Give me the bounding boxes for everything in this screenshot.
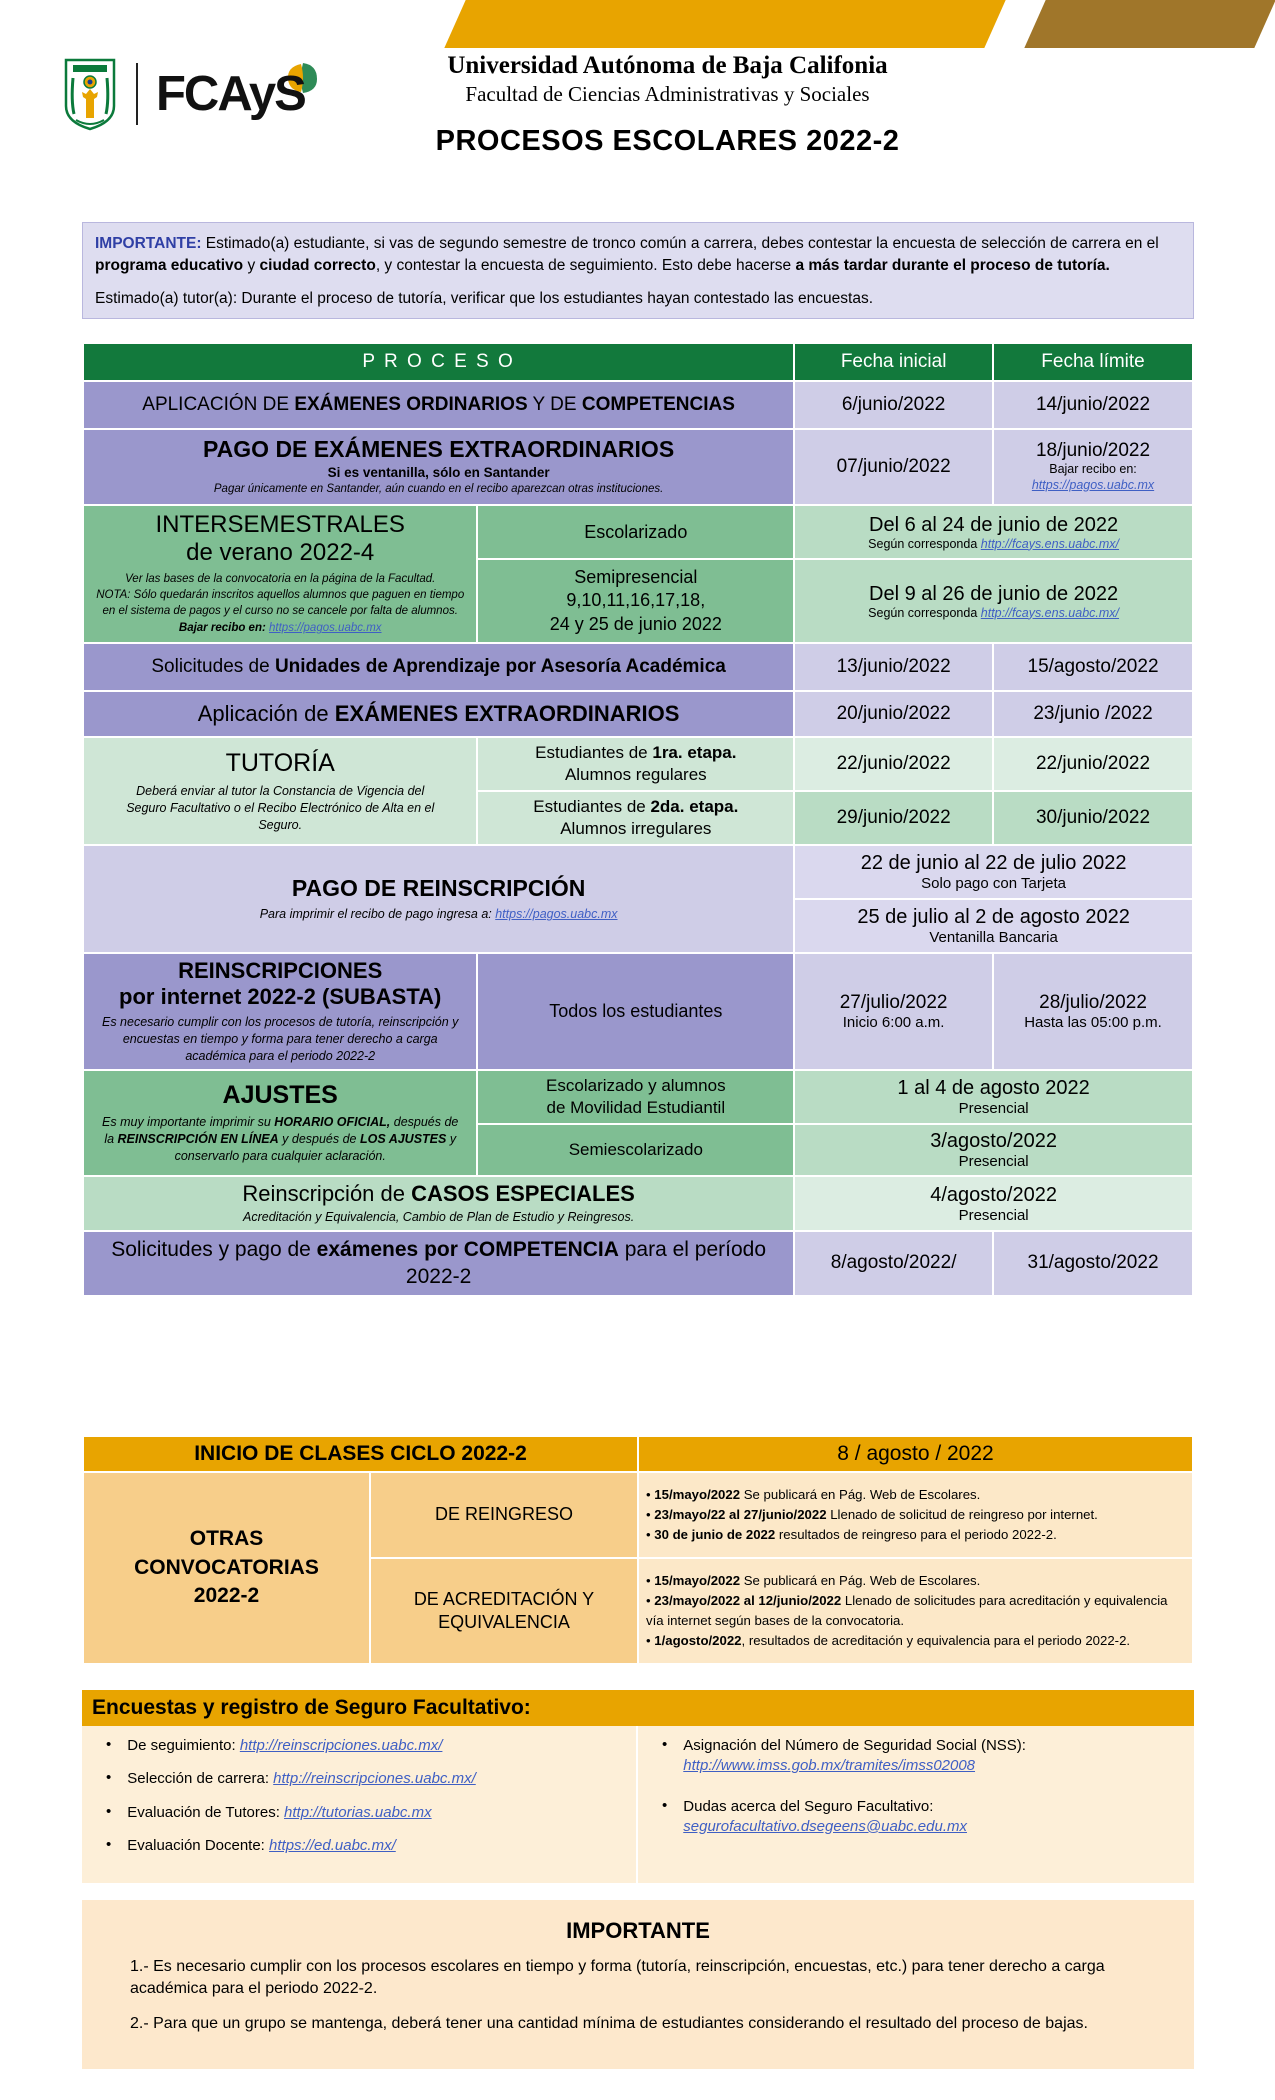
reingreso-0-rest: Se publicará en Pág. Web de Escolares.	[740, 1486, 981, 1502]
inicio-clases-row	[84, 1437, 1192, 1471]
reingreso-2-bold: 30 de junio de 2022	[654, 1527, 776, 1543]
row-pago-reinscripcion	[84, 846, 793, 952]
notice-p1-d: ciudad correcto	[259, 257, 376, 274]
bullet-icon: •	[106, 1802, 112, 1820]
fcays-logo-text: FCAyS	[156, 66, 305, 121]
table-row	[84, 738, 1192, 790]
list-item: • 15/mayo/2022 Se publicará en Pág. Web de Escolares.	[646, 1573, 981, 1589]
enc-right-0-link[interactable]: http://www.imss.gob.mx/tramites/imss02008	[683, 1757, 976, 1775]
r9-note-b: HORARIO OFICIAL,	[274, 1115, 391, 1130]
r7-date-b-sub: Ventanilla Bancaria	[929, 929, 1058, 947]
r6-note: Deberá enviar al tutor la Constancia de Vigencia del Seguro Facultativo o el Recibo Electrónico de Alta en el Seguro.	[126, 783, 435, 832]
row-pago-extraordinarios	[84, 430, 793, 504]
enc-right-1-label: Dudas acerca del Seguro Facultativo:	[683, 1797, 934, 1815]
r2-fecha-limite-cell	[994, 430, 1192, 504]
r3-date-a-cell	[795, 506, 1192, 558]
r6-title: TUTORÍA	[225, 748, 335, 777]
r6-b-limite: 30/junio/2022	[994, 792, 1192, 844]
r3-date-a: Del 6 al 24 de junio de 2022	[869, 513, 1119, 536]
r4-a: Solicitudes de	[151, 656, 275, 677]
row-intersemestrales-title	[84, 506, 476, 642]
table-header-row	[84, 344, 1192, 380]
r6-sub-b-l1-b: 2da. etapa.	[650, 797, 739, 817]
enc-left-1-label: Selección de carrera:	[127, 1770, 274, 1788]
r3-date-b-sub	[801, 606, 1186, 620]
table-row	[84, 506, 1192, 558]
row-examenes-ordinarios-title	[84, 382, 793, 428]
col-header-fecha-inicial: Fecha inicial	[795, 344, 992, 380]
r6-sub-1ra-etapa	[478, 738, 793, 790]
r11-b: exámenes por COMPETENCIA	[316, 1238, 619, 1262]
enc-left-1	[127, 1769, 476, 1789]
r9-note-e: y después de	[278, 1132, 360, 1147]
r9-sub-a-l2: de Movilidad Estudiantil	[546, 1098, 726, 1118]
inicio-clases-label: INICIO DE CLASES CICLO 2022-2	[84, 1437, 637, 1471]
notice-paragraph-1	[95, 233, 1181, 277]
r1-fecha-inicial: 6/junio/2022	[795, 382, 992, 428]
r3-sub-b-l3: 24 y 25 de junio 2022	[549, 613, 722, 634]
r3-title-l1: INTERSEMESTRALES	[155, 510, 405, 538]
r3-date-b-sub-text: Según corresponda	[868, 605, 981, 620]
enc-left-2	[127, 1803, 431, 1823]
r10-title	[90, 1181, 787, 1207]
reingreso-1-rest: Llenado de solicitud de reingreso por internet.	[826, 1506, 1098, 1522]
r4-b: Unidades de Aprendizaje por Asesoría Académica	[274, 656, 726, 677]
acred-1-rest: Llenado de solicitudes para acreditación y equivalencia vía internet según bases de la convocatoria.	[646, 1593, 1168, 1628]
r5-a: Aplicación de	[197, 701, 335, 726]
r7-date-a: 22 de junio al 22 de julio 2022	[860, 852, 1127, 875]
r6-sub-b-l1	[484, 796, 787, 818]
r2-sub1: Si es ventanilla, sólo en Santander	[327, 465, 550, 481]
list-item	[662, 1736, 1184, 1777]
acred-label-l1: DE ACREDITACIÓN Y	[413, 1588, 595, 1609]
r1-fecha-limite: 14/junio/2022	[994, 382, 1192, 428]
r10-date-sub: Presencial	[958, 1206, 1029, 1224]
list-item: • 30 de junio de 2022 resultados de reingreso para el periodo 2022-2.	[646, 1527, 1057, 1543]
r6-b-inicial: 29/junio/2022	[795, 792, 992, 844]
r10-a: Reinscripción de	[242, 1181, 412, 1207]
list-item	[106, 1803, 628, 1823]
r8-limite-cell	[994, 954, 1192, 1069]
page-header	[0, 52, 1275, 162]
enc-left-3-label: Evaluación Docente:	[127, 1836, 270, 1854]
r1-b: EXÁMENES ORDINARIOS	[294, 394, 528, 415]
r9-note-c: después de la	[104, 1115, 459, 1147]
encuestas-body	[82, 1726, 1194, 1883]
r9-date-b-sub: Presencial	[958, 1153, 1029, 1171]
r8-sub: Todos los estudiantes	[478, 954, 793, 1069]
acred-2-bold: 1/agosto/2022	[654, 1632, 742, 1648]
enc-right-1	[683, 1797, 967, 1838]
list-item	[662, 1797, 1184, 1838]
convocatoria-acreditacion-label	[371, 1559, 637, 1663]
row-reinscripciones-subasta	[84, 954, 476, 1069]
list-item	[106, 1736, 628, 1756]
list-item: • 23/mayo/22 al 27/junio/2022 Llenado de solicitud de reingreso por internet.	[646, 1506, 1098, 1522]
r9-sub-a-l1: Escolarizado y alumnos	[546, 1076, 726, 1095]
r10-note: Acreditación y Equivalencia, Cambio de Plan de Estudio y Reingresos.	[243, 1210, 635, 1225]
r7-note-link[interactable]: https://pagos.uabc.mx	[495, 907, 618, 922]
r4-fecha-limite: 15/agosto/2022	[994, 644, 1192, 690]
bullet-icon: •	[662, 1796, 668, 1814]
r3-sub-escolarizado: Escolarizado	[478, 506, 793, 558]
r3-sub-semipresencial	[478, 560, 793, 642]
row-examenes-competencia	[84, 1232, 793, 1295]
r9-sub-escolarizado	[478, 1071, 793, 1123]
row-ajustes-title	[84, 1071, 476, 1175]
otras-convocatorias-table	[82, 1435, 1194, 1665]
r8-inicial-sub: Inicio 6:00 a.m.	[842, 1014, 945, 1032]
brown-bar	[1024, 0, 1275, 48]
r3-sub-b-l1: Semipresencial	[574, 566, 698, 587]
acred-2-rest: , resultados de acreditación y equivalencia para el periodo 2022-2.	[741, 1632, 1131, 1648]
r5-b: EXÁMENES EXTRAORDINARIOS	[334, 701, 680, 726]
r9-date-a-cell	[795, 1071, 1192, 1123]
list-item	[106, 1836, 628, 1856]
r7-date-a-sub: Solo pago con Tarjeta	[921, 875, 1067, 893]
reingreso-0-bold: 15/mayo/2022	[654, 1486, 741, 1502]
list-item	[106, 1769, 628, 1789]
acred-1-bold: 23/mayo/2022 al 12/junio/2022	[654, 1593, 842, 1609]
enc-left-0-label: De seguimiento:	[127, 1737, 240, 1754]
r3-title-l2: de verano 2022-4	[186, 538, 375, 566]
r1-c: Y DE	[527, 394, 582, 415]
r7-note	[90, 906, 787, 923]
r9-title: AJUSTES	[222, 1081, 338, 1110]
r3-date-a-link[interactable]: http://fcays.ens.uabc.mx/	[980, 536, 1120, 551]
r9-date-b-cell	[795, 1125, 1192, 1175]
r6-sub-a-l1-a: Estudiantes de	[535, 743, 653, 762]
r10-date-cell	[795, 1177, 1192, 1230]
r9-note-d: REINSCRIPCIÓN EN LÍNEA	[117, 1132, 279, 1147]
r11-c: para el período 2022-2	[405, 1238, 767, 1289]
r7-date-b-cell	[795, 900, 1192, 952]
row-tutoria-title	[84, 738, 476, 844]
list-item: • 23/mayo/2022 al 12/junio/2022 Llenado de solicitudes para acreditación y equivalencia vía internet según bases de la convocatoria.	[646, 1593, 1168, 1628]
notice-paragraph-2: Estimado(a) tutor(a): Durante el proceso de tutoría, verificar que los estudiantes hayan contestado las encuestas.	[95, 290, 874, 307]
page-title: PROCESOS ESCOLARES 2022-2	[435, 125, 900, 157]
bullet-icon: •	[106, 1769, 112, 1787]
enc-left-3	[127, 1836, 396, 1856]
r2-fecha-inicial: 07/junio/2022	[795, 430, 992, 504]
r2-limite-sub: Bajar recibo en:	[1049, 462, 1137, 476]
r8-title-l1: REINSCRIPCIONES	[178, 958, 383, 984]
acred-0-bold: 15/mayo/2022	[654, 1573, 741, 1589]
r8-note: Es necesario cumplir con los procesos de tutoría, reinscripción y encuestas en tiempo y forma para tener derecho a carga académica para el periodo 2022-2	[102, 1015, 459, 1064]
inicio-clases-date: 8 / agosto / 2022	[639, 1437, 1192, 1471]
r2-title: PAGO DE EXÁMENES EXTRAORDINARIOS	[203, 436, 675, 463]
r3-note2: NOTA: Sólo quedarán inscritos aquellos alumnos que paguen en tiempo en el sistema de pagos y el curso no se cancele por falta de alumnos.	[96, 588, 465, 617]
enc-left-1-link[interactable]: http://reinscripciones.uabc.mx/	[273, 1770, 476, 1788]
otras-convocatorias-title	[84, 1473, 369, 1663]
r3-date-b-cell	[795, 560, 1192, 642]
notice-p1-c: y	[243, 257, 260, 274]
r9-note-g: y conservarlo para cualquier aclaración.	[174, 1132, 457, 1164]
r2-limite-link[interactable]: https://pagos.uabc.mx	[1031, 478, 1155, 492]
r7-note-label: Para imprimir el recibo de pago ingresa a:	[259, 907, 496, 922]
importante-final-p2: 2.- Para que un grupo se mantenga, deberá tener una cantidad mínima de estudiantes considerando el resultado del proceso de bajas.	[130, 2014, 1088, 2032]
encuestas-left-column	[82, 1726, 638, 1883]
otras-l1: OTRAS	[189, 1527, 264, 1551]
importante-final-p1: 1.- Es necesario cumplir con los procesos escolares en tiempo y forma (tutoría, reinscripción, encuestas, etc.) para tener derecho a carga académica para el periodo 2022-2.	[130, 1958, 1105, 1998]
r9-date-a-sub: Presencial	[958, 1100, 1029, 1118]
importante-final-title: IMPORTANTE	[566, 1918, 710, 1943]
r3-note1: Ver las bases de la convocatoria en la página de la Facultad.	[125, 572, 436, 585]
table-row	[84, 382, 1192, 428]
r7-date-b: 25 de julio al 2 de agosto 2022	[857, 906, 1130, 929]
enc-right-0-label: Asignación del Número de Seguridad Social (NSS):	[683, 1737, 1026, 1754]
r5-fecha-inicial: 20/junio/2022	[795, 692, 992, 736]
notice-p1-b: programa educativo	[95, 257, 244, 274]
convocatoria-reingreso-items	[639, 1473, 1192, 1557]
table-row	[84, 1177, 1192, 1230]
r6-a-limite: 22/junio/2022	[994, 738, 1192, 790]
encuestas-title: Encuestas y registro de Seguro Facultativo:	[82, 1690, 1194, 1726]
table-row	[84, 954, 1192, 1069]
bullet-icon: •	[662, 1736, 668, 1753]
r6-sub-b-l1-a: Estudiantes de	[533, 797, 651, 817]
enc-left-3-link[interactable]: https://ed.uabc.mx/	[269, 1836, 396, 1854]
r8-limite: 28/julio/2022	[1039, 992, 1147, 1014]
r10-b: CASOS ESPECIALES	[411, 1181, 635, 1207]
important-notice	[82, 222, 1194, 319]
otras-l3: 2022-2	[193, 1584, 260, 1608]
otras-l2: CONVOCATORIAS	[134, 1555, 319, 1579]
r8-limite-sub: Hasta las 05:00 p.m.	[1024, 1014, 1162, 1032]
table-row	[84, 846, 1192, 898]
procesos-table	[82, 342, 1194, 1297]
notice-p1-e: , y contestar la encuesta de seguimiento. Esto debe hacerse	[375, 257, 796, 274]
r11-a: Solicitudes y pago de	[111, 1238, 317, 1262]
r9-date-b: 3/agosto/2022	[930, 1130, 1057, 1153]
r6-sub-2da-etapa	[478, 792, 793, 844]
r9-date-a: 1 al 4 de agosto 2022	[897, 1077, 1090, 1100]
enc-left-0-link[interactable]: http://reinscripciones.uabc.mx/	[239, 1737, 443, 1754]
r1-d: COMPETENCIAS	[581, 394, 735, 415]
r8-inicial-cell	[795, 954, 992, 1069]
col-header-proceso: P R O C E S O	[84, 344, 793, 380]
enc-right-0	[683, 1736, 1026, 1777]
row-asesoria-academica	[84, 644, 793, 690]
r9-note	[90, 1114, 470, 1165]
col-header-fecha-limite: Fecha límite	[994, 344, 1192, 380]
r6-sub-a-l1-b: 1ra. etapa.	[652, 743, 737, 762]
encuestas-right-column	[638, 1726, 1192, 1883]
enc-right-1-link[interactable]: segurofacultativo.dsegeens@uabc.edu.mx	[683, 1817, 967, 1835]
r6-sub-b-l2: Alumnos irregulares	[560, 819, 712, 839]
list-item: • 15/mayo/2022 Se publicará en Pág. Web de Escolares.	[646, 1486, 981, 1502]
r9-note-f: LOS AJUSTES	[359, 1132, 447, 1147]
encuestas-section	[82, 1690, 1194, 1883]
r3-date-a-sub	[801, 537, 1186, 551]
r1-a: APLICACIÓN DE	[142, 394, 295, 415]
bullet-icon: •	[106, 1736, 112, 1753]
acred-0-rest: Se publicará en Pág. Web de Escolares.	[740, 1573, 981, 1589]
table-row	[84, 692, 1192, 736]
r3-note3	[90, 621, 470, 637]
r3-sub-b-l2: 9,10,11,16,17,18,	[566, 590, 706, 611]
list-item: • 1/agosto/2022, resultados de acreditación y equivalencia para el periodo 2022-2.	[646, 1632, 1131, 1648]
gold-bar	[444, 0, 1005, 48]
notice-p1-a: Estimado(a) estudiante, si vas de segundo semestre de tronco común a carrera, debes contestar la encuesta de selección de carrera en el	[201, 235, 1159, 252]
r5-fecha-limite: 23/junio /2022	[994, 692, 1192, 736]
reingreso-2-rest: resultados de reingreso para el periodo 2022-2.	[775, 1527, 1057, 1543]
r11-fecha-inicial: 8/agosto/2022/	[795, 1232, 992, 1295]
r3-note3-link[interactable]: https://pagos.uabc.mx	[269, 622, 382, 635]
faculty-name: Facultad de Ciencias Administrativas y Sociales	[465, 82, 870, 106]
r2-sub2: Pagar únicamente en Santander, aún cuando en el recibo aparezcan otras instituciones.	[213, 483, 664, 496]
r6-sub-a-l2: Alumnos regulares	[564, 765, 707, 785]
table-row	[84, 1232, 1192, 1295]
r7-date-a-cell	[795, 846, 1192, 898]
enc-left-2-label: Evaluación de Tutores:	[127, 1803, 285, 1821]
table-row	[84, 644, 1192, 690]
r8-inicial: 27/julio/2022	[839, 992, 948, 1014]
enc-left-2-link[interactable]: http://tutorias.uabc.mx	[284, 1803, 432, 1821]
r9-sub-semiescolarizado: Semiescolarizado	[478, 1125, 793, 1175]
decorative-top-bars	[0, 0, 1275, 48]
reingreso-1-bold: 23/mayo/22 al 27/junio/2022	[654, 1506, 827, 1522]
row-aplicacion-extraordinarios	[84, 692, 793, 736]
acred-label-l2: EQUIVALENCIA	[438, 1612, 570, 1632]
header-titles	[0, 52, 1275, 158]
r6-a-inicial: 22/junio/2022	[795, 738, 992, 790]
convocatoria-reingreso-label: DE REINGRESO	[371, 1473, 637, 1557]
table-row	[84, 1473, 1192, 1557]
r11-fecha-limite: 31/agosto/2022	[994, 1232, 1192, 1295]
r10-date: 4/agosto/2022	[930, 1183, 1057, 1206]
r3-date-b-link[interactable]: http://fcays.ens.uabc.mx/	[980, 605, 1120, 620]
notice-p1-f: a más tardar durante el proceso de tutoría.	[795, 257, 1110, 274]
r7-title: PAGO DE REINSCRIPCIÓN	[291, 875, 586, 902]
r3-date-a-sub-text: Según corresponda	[868, 536, 981, 551]
r8-title-l2: por internet 2022-2 (SUBASTA)	[119, 984, 442, 1010]
bullet-icon: •	[106, 1835, 112, 1853]
r3-note3-label: Bajar recibo en:	[178, 622, 270, 635]
r6-sub-a-l1	[484, 742, 787, 764]
table-row	[84, 430, 1192, 504]
university-name: Universidad Autónoma de Baja Califonia	[447, 52, 888, 79]
table-row	[84, 1071, 1192, 1123]
row-casos-especiales	[84, 1177, 793, 1230]
importante-final-section	[82, 1900, 1194, 2069]
r9-note-a: Es muy importante imprimir su	[102, 1115, 275, 1130]
notice-lead: IMPORTANTE:	[95, 235, 202, 252]
r2-fecha-limite: 18/junio/2022	[1035, 440, 1151, 461]
enc-left-0	[127, 1736, 442, 1756]
r3-date-b: Del 9 al 26 de junio de 2022	[869, 582, 1119, 605]
r4-fecha-inicial: 13/junio/2022	[795, 644, 992, 690]
convocatoria-acreditacion-items	[639, 1559, 1192, 1663]
